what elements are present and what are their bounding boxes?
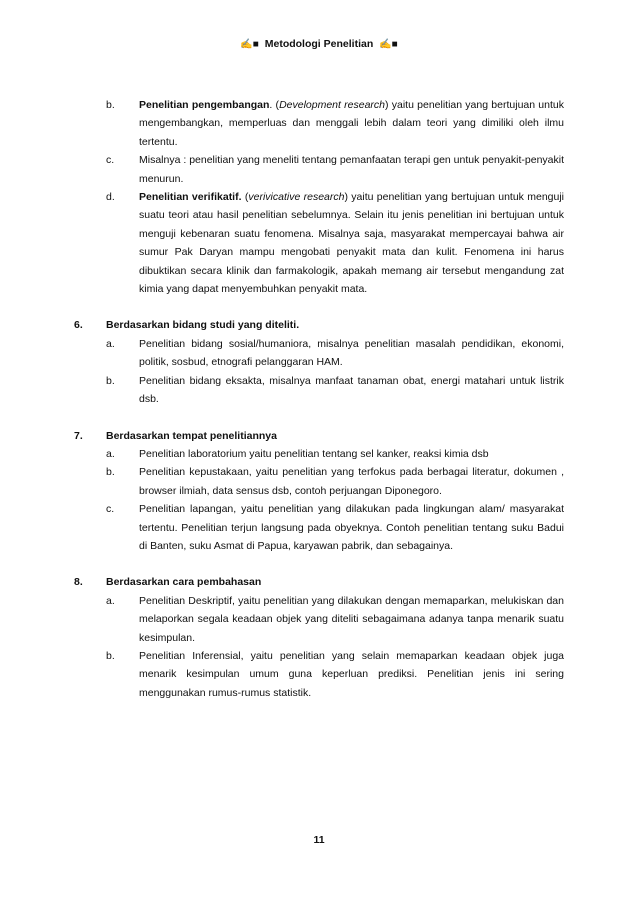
list-item [74,372,564,409]
item-text: Penelitian lapangan, yaitu penelitian yang dilakukan pada lingkungan alam/ masyarakat tertentu. Penelitian terjun langsung pada obyeknya. Contoh penelitian tentang suku Badui di Banten, suku Asmat di Papua, karyawan pabrik, dan sebagainya. [139,503,564,552]
list-item [74,151,564,188]
item-label: a. [106,447,115,460]
section-6 [74,316,564,408]
item-label: c. [106,503,115,516]
item-text [139,188,564,298]
item-label: b. [106,99,115,111]
section-heading [74,427,564,445]
item-text: Penelitian Deskriptif, yaitu penelitian yang dilakukan dengan memaparkan, melukiskan dan melaporkan segala keadaan objek yang diteliti sebagaimana adanya tanpa menarik suatu kesimpulan. [139,594,564,644]
item-label: a. [106,337,115,350]
item-rest: ) yaitu penelitian yang bertujuan untuk mengembangkan, memperluas dan menggali lebih dalam teori yang dimiliki oleh ilmu tertentu. [139,99,564,148]
section-8 [74,573,564,702]
item-text: Penelitian bidang sosial/humaniora, misalnya penelitian masalah pendidikan, ekonomi, politik, sosbud, etnografi pelanggaran HAM. [139,337,564,369]
item-label: b. [106,649,115,662]
item-punct: ( [241,191,249,204]
item-label: b. [106,466,115,479]
list-item [74,445,564,463]
section-title: Berdasarkan cara pembahasan [106,576,262,589]
list-item [74,500,564,555]
item-italic-term: verivicative research [248,191,345,204]
item-text: Penelitian Inferensial, yaitu penelitian yang selain memaparkan keadaan objek juga menarik kesimpulan umum guna keperluan prediksi. Penelitian jenis ini sering menggunakan rumus-rumus statistik. [139,649,564,699]
list-item [74,463,564,500]
item-text: Penelitian bidang eksakta, misalnya manfaat tanaman obat, energi matahari untuk listrik dsb. [139,374,564,406]
header-title: Metodologi Penelitian [264,38,374,50]
item-text: Penelitian kepustakaan, yaitu penelitian yang terfokus pada berbagai literatur, dokumen , browser ilmiah, data sensus dsb, contoh perjuangan Diponegoro. [139,466,564,497]
section-7 [74,427,564,556]
item-label: b. [106,374,115,387]
page-header [0,38,638,50]
item-text: Penelitian laboratorium yaitu penelitian tentang sel kanker, reaksi kimia dsb [139,447,489,460]
list-item [74,188,564,298]
sections-list [74,316,564,702]
item-rest: ) yaitu penelitian yang bertujuan untuk menguji suatu teori atau hasil penelitian sebelumnya. Selain itu jenis penelitian ini bertujuan untuk menguji kebenaran suatu fenomena. Misalnya saja, masyarakat mempercayai bahwa air sumur Pak Daryan mampu mengobati penyakit mata dan kulit. Fenomena ini harus dibuktikan secara klinik dan farmakologik, apakah memang air tersebut mengandung zat kimia yang dapat menyembuhkan penyakit mata. [139,191,565,296]
section-title: Berdasarkan bidang studi yang diteliti. [106,319,300,332]
section-heading [74,316,564,334]
item-punct: . ( [269,99,280,111]
item-label: a. [106,594,115,607]
section-number: 6. [74,319,83,332]
section-number: 7. [74,429,83,442]
item-bold-term: Penelitian pengembangan [139,99,270,111]
section-number: 8. [74,576,83,589]
item-text [139,96,564,151]
page-number: 11 [313,834,325,846]
item-text [139,151,564,188]
list-item [74,96,564,151]
page-content [74,96,564,702]
pen-sign-icon: ✍■ [379,39,398,50]
list-item [74,647,564,702]
item-rest: Misalnya : penelitian yang meneliti tentang pemanfaatan terapi gen untuk penyakit-penyakit menurun. [139,154,564,185]
item-italic-term: Development research [279,99,386,111]
list-item [74,335,564,372]
section-heading [74,573,564,591]
item-label: d. [106,191,115,204]
list-item [74,592,564,647]
item-bold-term: Penelitian verifikatif. [139,191,242,204]
section-title: Berdasarkan tempat penelitiannya [106,429,277,442]
item-label: c. [106,154,115,167]
intro-list [74,96,564,298]
pen-sign-icon: ✍■ [240,39,259,50]
